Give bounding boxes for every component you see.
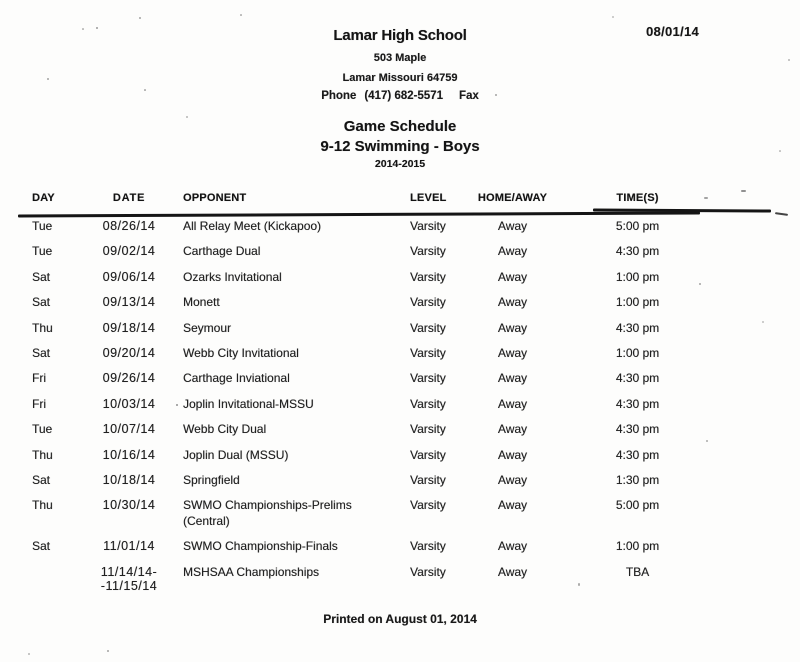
table-row (20, 539, 750, 564)
table-row (20, 295, 750, 320)
cell-level: Varsity (410, 539, 446, 554)
scan-speck (612, 16, 614, 18)
cell-level: Varsity (410, 447, 446, 462)
scan-speck (578, 583, 580, 586)
cell-ha: Away (497, 345, 528, 360)
table-row (20, 371, 750, 396)
column-header-time: TIME(S) (616, 192, 659, 204)
cell-opp: Joplin Dual (MSSU) (183, 447, 289, 462)
cell-opp: MSHSAA Championships (183, 564, 320, 579)
cell-day: Sat (32, 269, 51, 284)
cell-date: 11/14/14--11/15/14 (100, 564, 158, 593)
cell-day: Tue (32, 219, 53, 233)
cell-day: Sat (32, 345, 51, 360)
cell-day: Tue (32, 422, 53, 437)
cell-date: 09/06/14 (102, 269, 156, 284)
cell-date: 09/26/14 (102, 371, 156, 386)
cell-date: 09/13/14 (102, 295, 156, 310)
table-row (20, 473, 750, 498)
cell-time: 5:00 pm (615, 498, 660, 513)
scan-speck (47, 78, 49, 80)
cell-date: 11/01/14 (103, 539, 155, 554)
school-address-street: 503 Maple (373, 52, 427, 64)
cell-time: 4:30 pm (615, 371, 660, 386)
cell-level: Varsity (410, 422, 446, 437)
scan-speck (706, 440, 708, 442)
rule-end-mark (775, 212, 788, 216)
cell-time: 4:30 pm (615, 422, 660, 437)
title-game-schedule: Game Schedule (343, 118, 457, 135)
scan-speck (176, 404, 178, 406)
scan-speck (699, 283, 701, 285)
cell-ha: Away (497, 396, 528, 411)
cell-opp: All Relay Meet (Kickapoo) (183, 219, 322, 233)
cell-time: 4:30 pm (615, 244, 660, 259)
cell-ha: Away (497, 320, 528, 335)
school-name: Lamar High School (333, 27, 467, 44)
scan-speck (28, 653, 30, 655)
cell-opp: SWMO Championships-Prelims (Central) (183, 498, 352, 528)
table-row (20, 397, 750, 422)
cell-day: Sat (32, 539, 51, 554)
cell-ha: Away (497, 295, 528, 310)
table-row (20, 564, 750, 593)
cell-level: Varsity (410, 244, 446, 259)
cell-day: Sat (32, 295, 51, 310)
cell-date: 10/18/14 (102, 472, 156, 487)
cell-ha: Away (497, 539, 528, 554)
scan-speck (240, 14, 242, 16)
school-address-city: Lamar Missouri 64759 (342, 72, 458, 84)
table-row (20, 321, 750, 346)
scan-speck (96, 27, 98, 29)
cell-level: Varsity (410, 396, 446, 411)
scan-speck (139, 17, 141, 19)
cell-opp: Carthage Dual (183, 244, 261, 259)
cell-day: Thu (32, 447, 53, 462)
cell-date: 08/26/14 (102, 219, 156, 233)
cell-time: 1:00 pm (615, 345, 660, 360)
letterhead (0, 28, 800, 102)
scan-speck (107, 650, 109, 652)
cell-date: 10/07/14 (102, 422, 156, 437)
schedule-table-body (20, 219, 750, 593)
cell-opp: SWMO Championship-Finals (183, 539, 338, 554)
cell-opp: Monett (183, 295, 220, 310)
document-title (0, 118, 800, 171)
cell-time: 1:00 pm (615, 295, 660, 310)
cell-level: Varsity (410, 498, 446, 513)
cell-date: 09/18/14 (102, 320, 156, 335)
cell-ha: Away (497, 422, 528, 437)
cell-time: 1:30 pm (615, 472, 660, 487)
cell-day: Fri (32, 396, 46, 411)
cell-opp: Carthage Inviational (183, 371, 290, 386)
cell-ha: Away (497, 447, 528, 462)
cell-level: Varsity (410, 472, 446, 487)
cell-level: Varsity (410, 564, 446, 579)
scan-speck (144, 89, 146, 91)
table-row (20, 346, 750, 371)
cell-day: Sat (32, 472, 51, 487)
cell-level: Varsity (410, 295, 446, 310)
cell-time: TBA (625, 564, 650, 579)
scan-speck (762, 321, 764, 323)
column-header-date: DATE (112, 192, 146, 204)
cell-opp: Joplin Invitational-MSSU (183, 396, 314, 411)
scan-speck (186, 116, 188, 118)
schedule-table (20, 191, 750, 593)
table-row (20, 422, 750, 447)
cell-date: 10/30/14 (102, 498, 156, 513)
cell-ha: Away (497, 371, 528, 386)
cell-date: 10/03/14 (102, 396, 156, 411)
cell-opp: Webb City Dual (183, 422, 267, 437)
cell-level: Varsity (410, 269, 446, 284)
cell-time: 4:30 pm (615, 447, 660, 462)
cell-day: Thu (32, 498, 53, 513)
title-sport: 9-12 Swimming - Boys (320, 138, 480, 155)
cell-ha: Away (497, 498, 528, 513)
table-row (20, 498, 750, 539)
cell-time: 5:00 pm (615, 219, 660, 233)
cell-ha: Away (497, 472, 528, 487)
cell-day: Fri (32, 371, 46, 386)
table-row (20, 448, 750, 473)
cell-time: 4:30 pm (615, 396, 660, 411)
cell-level: Varsity (410, 345, 446, 360)
cell-ha: Away (497, 269, 528, 284)
table-row (20, 270, 750, 295)
table-row (20, 219, 750, 244)
print-date: 08/01/14 (646, 24, 700, 39)
cell-opp: Seymour (183, 320, 232, 335)
table-row (20, 244, 750, 269)
cell-opp: Ozarks Invitational (183, 269, 282, 284)
cell-date: 10/16/14 (102, 447, 156, 462)
phone-number: (417) 682-5571 (364, 90, 443, 102)
column-header-level: LEVEL (410, 192, 447, 204)
cell-ha: Away (497, 244, 528, 259)
cell-level: Varsity (410, 371, 446, 386)
phone-label: Phone (321, 90, 357, 102)
cell-time: 1:00 pm (615, 539, 660, 554)
phone-fax-line (0, 90, 800, 102)
cell-opp: Webb City Invitational (183, 345, 299, 360)
printed-on-footer: Printed on August 01, 2014 (323, 612, 477, 626)
cell-ha: Away (497, 564, 528, 579)
scan-speck (704, 197, 708, 199)
title-season: 2014-2015 (374, 158, 426, 170)
cell-date: 09/02/14 (102, 244, 156, 259)
scan-speck (779, 150, 781, 152)
column-header-opponent: OPPONENT (183, 192, 247, 204)
cell-time: 4:30 pm (615, 320, 660, 335)
cell-level: Varsity (410, 219, 446, 233)
column-header-day: DAY (32, 192, 55, 204)
scan-speck (495, 94, 497, 96)
cell-ha: Away (497, 219, 528, 233)
cell-day: Thu (32, 320, 53, 335)
cell-date: 09/20/14 (102, 345, 156, 360)
cell-opp: Springfield (183, 472, 240, 487)
fax-label: Fax (458, 90, 479, 102)
cell-level: Varsity (410, 320, 446, 335)
scan-speck (741, 190, 746, 192)
scan-speck (82, 28, 84, 30)
column-header-homeaway: HOME/AWAY (477, 192, 548, 204)
cell-time: 1:00 pm (615, 269, 660, 284)
cell-day: Tue (32, 244, 53, 259)
scan-speck (788, 59, 790, 61)
